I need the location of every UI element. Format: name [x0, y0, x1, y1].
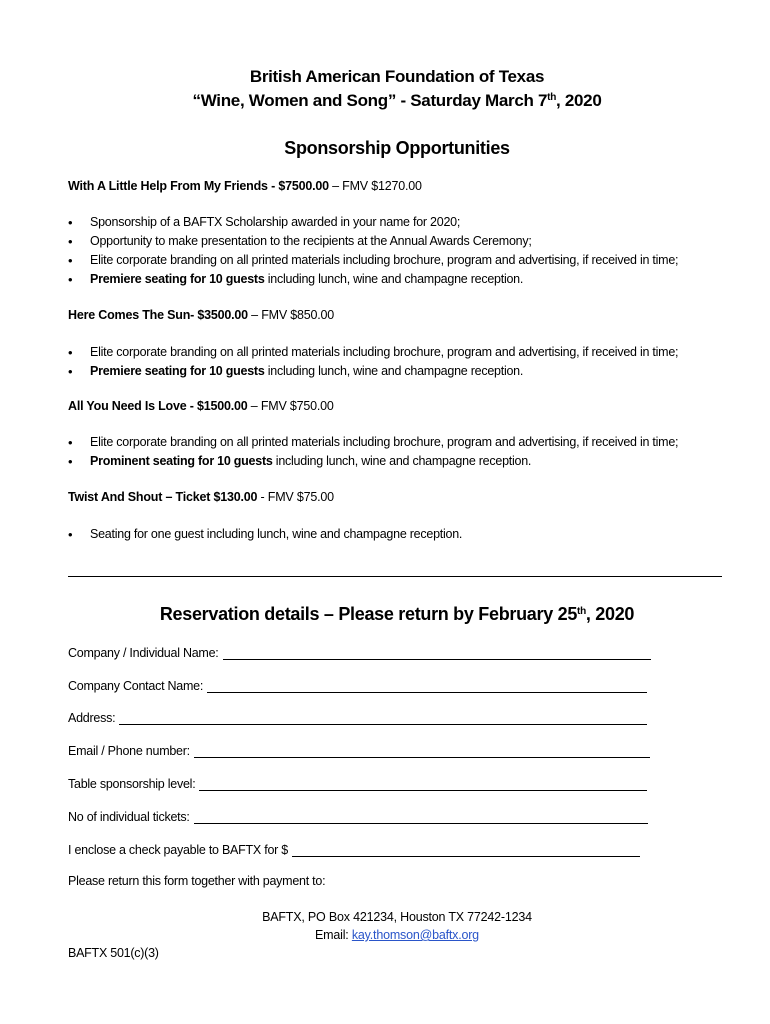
email-link[interactable]: kay.thomson@baftx.org	[351, 928, 479, 942]
ticket-count-input[interactable]	[194, 810, 648, 824]
bullet-text: Sponsorship of a BAFTX Scholarship awarded in your name for 2020;	[90, 215, 461, 229]
tier-name: With A Little Help From My Friends - $7500.00	[68, 179, 329, 193]
tier-fmv: – FMV $1270.00	[328, 179, 422, 193]
bullet-text: Elite corporate branding on all printed materials including brochure, program and advertising, if received in time;	[90, 435, 679, 449]
list-item	[68, 362, 678, 381]
reservation-title-sup: th	[577, 606, 586, 617]
mailing-address: BAFTX, PO Box 421234, Houston TX 77242-1234	[262, 910, 532, 924]
ticket-count-field	[68, 810, 648, 824]
tier-heading	[68, 399, 334, 413]
bullet-bold: Prominent seating for 10 guests	[90, 454, 273, 468]
event-title-text: “Wine, Women and Song” - Saturday March 7	[192, 91, 548, 110]
tier-name: Here Comes The Sun- $3500.00	[68, 308, 248, 322]
tier-benefits-list	[68, 343, 678, 381]
list-item	[68, 270, 678, 289]
tier-fmv: – FMV $750.00	[247, 399, 334, 413]
email-phone-field	[68, 744, 650, 758]
bullet-text: Opportunity to make presentation to the recipients at the Annual Awards Ceremony;	[90, 234, 532, 248]
field-label: Email / Phone number:	[68, 744, 190, 758]
contact-name-input[interactable]	[207, 679, 647, 693]
bullet-text: Elite corporate branding on all printed materials including brochure, program and advertising, if received in time;	[90, 345, 679, 359]
contact-email	[0, 928, 770, 942]
address-field	[68, 711, 647, 725]
check-amount-input[interactable]	[292, 843, 640, 857]
company-name-field	[68, 646, 651, 660]
tier-heading	[68, 308, 334, 322]
list-item	[68, 251, 678, 270]
return-note: Please return this form together with payment to:	[68, 874, 326, 888]
tier-benefits-list	[68, 525, 462, 544]
bullet-text: including lunch, wine and champagne reception.	[272, 454, 532, 468]
reservation-title	[0, 604, 770, 625]
list-item	[68, 343, 678, 362]
tier-name: All You Need Is Love - $1500.00	[68, 399, 248, 413]
tier-heading	[68, 490, 334, 504]
field-label: Table sponsorship level:	[68, 777, 196, 791]
bullet-text: including lunch, wine and champagne reception.	[264, 272, 524, 286]
event-title-sup: th	[547, 92, 557, 103]
tier-benefits-list	[68, 433, 678, 471]
address-input[interactable]	[119, 711, 647, 725]
tier-fmv: - FMV $75.00	[257, 490, 334, 504]
event-title	[0, 91, 770, 111]
list-item	[68, 232, 678, 251]
event-title-year: , 2020	[556, 91, 602, 110]
bullet-bold: Premiere seating for 10 guests	[90, 364, 265, 378]
footer-tax-status: BAFTX 501(c)(3)	[68, 946, 159, 960]
field-label: No of individual tickets:	[68, 810, 190, 824]
field-label: Address:	[68, 711, 116, 725]
org-title: British American Foundation of Texas	[249, 67, 545, 86]
tier-fmv: – FMV $850.00	[247, 308, 335, 322]
bullet-text: Elite corporate branding on all printed materials including brochure, program and advertising, if received in time;	[90, 253, 679, 267]
sponsorship-level-input[interactable]	[199, 777, 647, 791]
bullet-text: including lunch, wine and champagne reception.	[264, 364, 524, 378]
contact-name-field	[68, 679, 647, 693]
email-phone-input[interactable]	[194, 744, 650, 758]
reservation-title-year: , 2020	[585, 604, 635, 624]
tier-benefits-list	[68, 213, 678, 289]
list-item	[68, 213, 678, 232]
reservation-title-text: Reservation details – Please return by February 25	[159, 604, 578, 624]
field-label: Company Contact Name:	[68, 679, 204, 693]
bullet-text: Seating for one guest including lunch, wine and champagne reception.	[90, 527, 463, 541]
tier-name: Twist And Shout – Ticket $130.00	[68, 490, 258, 504]
field-label: I enclose a check payable to BAFTX for $	[68, 843, 288, 857]
section-divider	[68, 576, 722, 577]
field-label: Company / Individual Name:	[68, 646, 219, 660]
email-label: Email:	[315, 928, 352, 942]
sponsorship-level-field	[68, 777, 647, 791]
section-title: Sponsorship Opportunities	[284, 138, 510, 158]
company-name-input[interactable]	[223, 646, 651, 660]
list-item	[68, 433, 678, 452]
bullet-bold: Premiere seating for 10 guests	[90, 272, 265, 286]
check-amount-field	[68, 843, 640, 857]
list-item	[68, 452, 678, 471]
tier-heading	[68, 179, 422, 193]
list-item	[68, 525, 462, 544]
